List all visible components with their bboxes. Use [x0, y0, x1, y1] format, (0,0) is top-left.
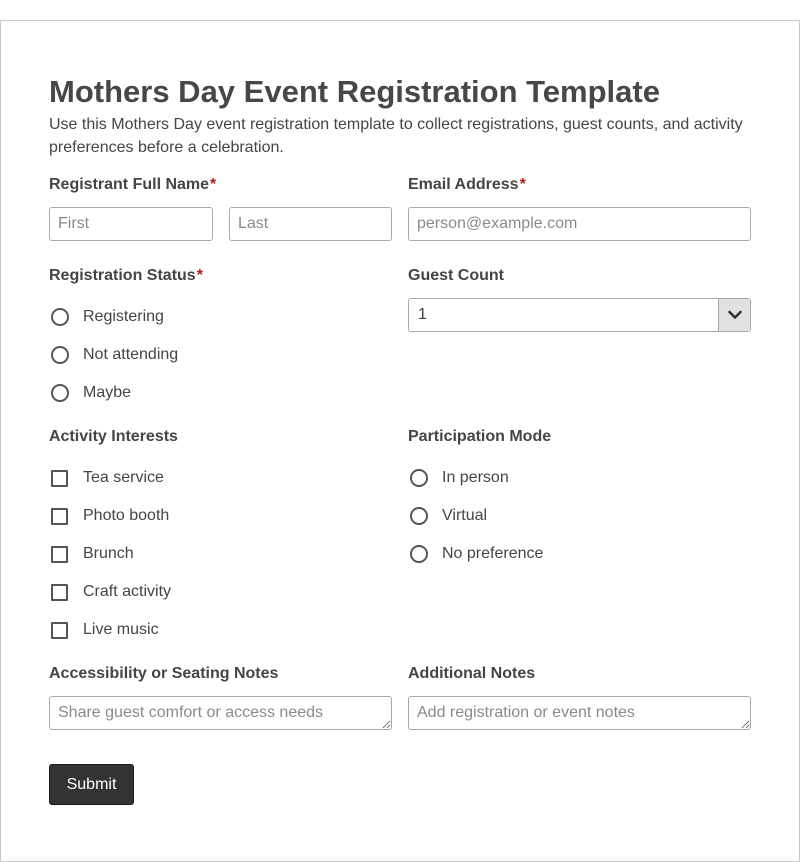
status-option-label: Maybe — [83, 384, 132, 401]
activity-option-tea-service[interactable] — [51, 467, 164, 489]
checkbox[interactable] — [51, 508, 68, 525]
form-description: Use this Mothers Day event registration template to collect registrations, guest counts, and activity preferences before a celebration. — [49, 116, 743, 156]
status-option-maybe[interactable] — [51, 382, 131, 404]
participation-option-in-person[interactable] — [410, 467, 509, 489]
submit-button[interactable]: Submit — [49, 764, 134, 805]
checkbox[interactable] — [51, 470, 68, 487]
registration-status-label — [49, 267, 203, 285]
checkbox[interactable] — [51, 584, 68, 601]
status-option-registering[interactable] — [51, 306, 164, 328]
accessibility-notes-label: Accessibility or Seating Notes — [49, 665, 279, 682]
email-label — [408, 176, 526, 194]
status-option-label: Not attending — [83, 346, 179, 363]
page-title: Mothers Day Event Registration Template — [49, 74, 660, 109]
registration-status-label-text: Registration Status — [49, 267, 196, 284]
radio-button[interactable] — [410, 507, 428, 525]
first-name-input[interactable] — [49, 207, 213, 241]
radio-button[interactable] — [51, 346, 69, 364]
activity-option-label: Tea service — [83, 469, 164, 486]
additional-notes-textarea[interactable] — [408, 696, 751, 730]
activity-option-craft-activity[interactable] — [51, 581, 171, 603]
status-option-not-attending[interactable] — [51, 344, 178, 366]
participation-option-label: No preference — [442, 545, 544, 562]
activity-option-label: Brunch — [83, 545, 134, 562]
radio-button[interactable] — [410, 469, 428, 487]
activity-option-label: Live music — [83, 621, 159, 638]
activity-option-brunch[interactable] — [51, 543, 134, 565]
participation-option-label: Virtual — [442, 507, 488, 524]
accessibility-notes-textarea[interactable] — [49, 696, 392, 730]
full-name-label-text: Registrant Full Name — [49, 176, 210, 193]
participation-option-label: In person — [442, 469, 509, 486]
participation-option-virtual[interactable] — [410, 505, 487, 527]
full-name-label — [49, 176, 216, 194]
status-option-label: Registering — [83, 308, 164, 325]
activity-option-photo-booth[interactable] — [51, 505, 169, 527]
radio-button[interactable] — [51, 384, 69, 402]
guest-count-dropdown-button[interactable] — [718, 299, 750, 331]
email-input[interactable] — [408, 207, 751, 241]
radio-button[interactable] — [51, 308, 69, 326]
activity-option-label: Photo booth — [83, 507, 170, 524]
activity-option-label: Craft activity — [83, 583, 172, 600]
participation-option-no-preference[interactable] — [410, 543, 543, 565]
guest-count-label: Guest Count — [408, 267, 504, 284]
activity-interests-label: Activity Interests — [49, 428, 178, 445]
activity-option-live-music[interactable] — [51, 619, 159, 641]
guest-count-value: 1 — [418, 306, 427, 323]
checkbox[interactable] — [51, 546, 68, 563]
required-marker: * — [210, 176, 217, 193]
checkbox[interactable] — [51, 622, 68, 639]
required-marker: * — [196, 267, 203, 284]
chevron-down-icon — [728, 310, 742, 320]
last-name-input[interactable] — [229, 207, 392, 241]
additional-notes-label: Additional Notes — [408, 665, 536, 682]
radio-button[interactable] — [410, 545, 428, 563]
participation-mode-label: Participation Mode — [408, 428, 552, 445]
email-label-text: Email Address — [408, 176, 519, 193]
required-marker: * — [519, 176, 526, 193]
form-card — [0, 20, 800, 862]
guest-count-select[interactable] — [408, 298, 751, 332]
